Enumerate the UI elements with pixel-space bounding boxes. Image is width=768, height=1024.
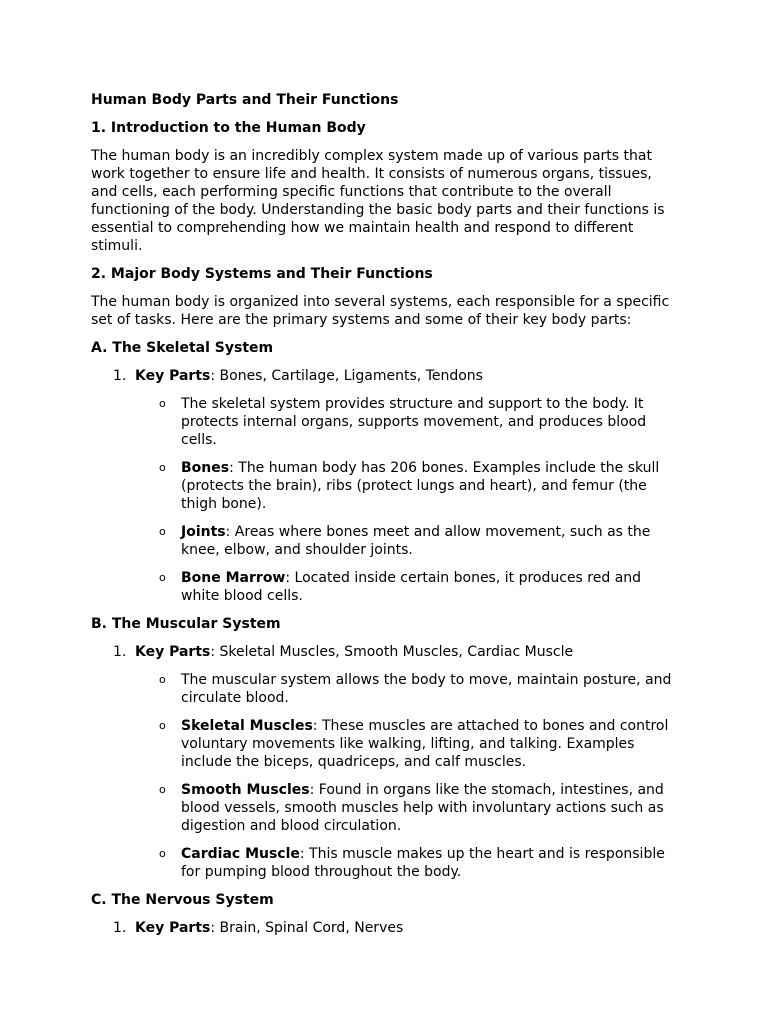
bullet-icon: o <box>159 571 166 584</box>
list-item-description: : This muscle makes up the heart and is responsible for pumping blood throughout the body. <box>181 846 665 880</box>
muscular-key-parts-item <box>91 643 681 661</box>
list-item <box>91 395 681 449</box>
list-item-text: The muscular system allows the body to move, maintain posture, and circulate blood. <box>181 672 672 706</box>
key-parts-label: Key Parts <box>135 644 211 660</box>
introduction-paragraph: The human body is an incredibly complex system made up of various parts that work together to ensure life and health. It consists of numerous organs, tissues, and cells, each performing specific functions that contribute to the overall functioning of the body. Understanding the basic body parts and their functions is essential to comprehending how we maintain health and respond to different stimuli. <box>91 148 665 254</box>
list-number: 1. <box>113 920 127 936</box>
list-item-description: : These muscles are attached to bones and control voluntary movements like walking, lifting, and talking. Examples include the biceps, quadriceps, and calf muscles. <box>181 718 669 770</box>
list-item-term: Bones <box>181 460 230 476</box>
list-item-text <box>181 569 681 605</box>
list-item-description: : Areas where bones meet and allow movement, such as the knee, elbow, and shoulder joints. <box>181 524 651 558</box>
nervous-key-parts-item <box>91 919 681 937</box>
list-item-description: : Found in organs like the stomach, intestines, and blood vessels, smooth muscles help with involuntary actions such as digestion and blood circulation. <box>181 782 664 834</box>
list-number: 1. <box>113 368 127 384</box>
list-item-text <box>181 845 681 881</box>
subsection-heading-skeletal: A. The Skeletal System <box>91 340 274 356</box>
bullet-icon: o <box>159 719 166 732</box>
list-item-term: Bone Marrow <box>181 570 286 586</box>
key-parts-values: : Brain, Spinal Cord, Nerves <box>210 920 404 936</box>
bullet-icon: o <box>159 673 166 686</box>
list-item-text <box>181 523 681 559</box>
list-number: 1. <box>113 644 127 660</box>
skeletal-key-parts-item <box>91 367 681 385</box>
bullet-icon: o <box>159 783 166 796</box>
list-item-term: Cardiac Muscle <box>181 846 300 862</box>
bullet-icon: o <box>159 525 166 538</box>
list-item-text <box>181 459 681 513</box>
key-parts-text <box>135 367 483 385</box>
list-item-text <box>181 717 681 771</box>
section-heading-body-systems: 2. Major Body Systems and Their Functions <box>91 266 433 282</box>
body-systems-paragraph: The human body is organized into several systems, each responsible for a specific set of tasks. Here are the primary systems and some of their key body parts: <box>91 294 670 328</box>
list-item <box>91 459 681 513</box>
bullet-icon: o <box>159 397 166 410</box>
list-item <box>91 717 681 771</box>
subsection-heading-nervous: C. The Nervous System <box>91 892 274 908</box>
list-item <box>91 569 681 605</box>
subsection-heading-muscular: B. The Muscular System <box>91 616 281 632</box>
list-item-term: Joints <box>181 524 226 540</box>
key-parts-text <box>135 643 573 661</box>
list-item <box>91 523 681 559</box>
document-title: Human Body Parts and Their Functions <box>91 92 399 108</box>
key-parts-values: : Bones, Cartilage, Ligaments, Tendons <box>210 368 483 384</box>
list-item-text: The skeletal system provides structure and support to the body. It protects internal organs, supports movement, and produces blood cells. <box>181 396 647 448</box>
key-parts-text <box>135 919 403 937</box>
section-heading-introduction: 1. Introduction to the Human Body <box>91 120 366 136</box>
list-item <box>91 781 681 835</box>
list-item-term: Skeletal Muscles <box>181 718 313 734</box>
list-item <box>91 671 681 707</box>
list-item-text <box>181 781 681 835</box>
bullet-icon: o <box>159 847 166 860</box>
bullet-icon: o <box>159 461 166 474</box>
key-parts-values: : Skeletal Muscles, Smooth Muscles, Cardiac Muscle <box>210 644 574 660</box>
list-item <box>91 845 681 881</box>
list-item-description: : The human body has 206 bones. Examples include the skull (protects the brain), ribs (protect lungs and heart), and femur (the thigh bone). <box>181 460 660 512</box>
list-item-term: Smooth Muscles <box>181 782 310 798</box>
document-page <box>91 91 681 947</box>
key-parts-label: Key Parts <box>135 368 211 384</box>
key-parts-label: Key Parts <box>135 920 211 936</box>
list-item-description: : Located inside certain bones, it produces red and white blood cells. <box>181 570 642 604</box>
